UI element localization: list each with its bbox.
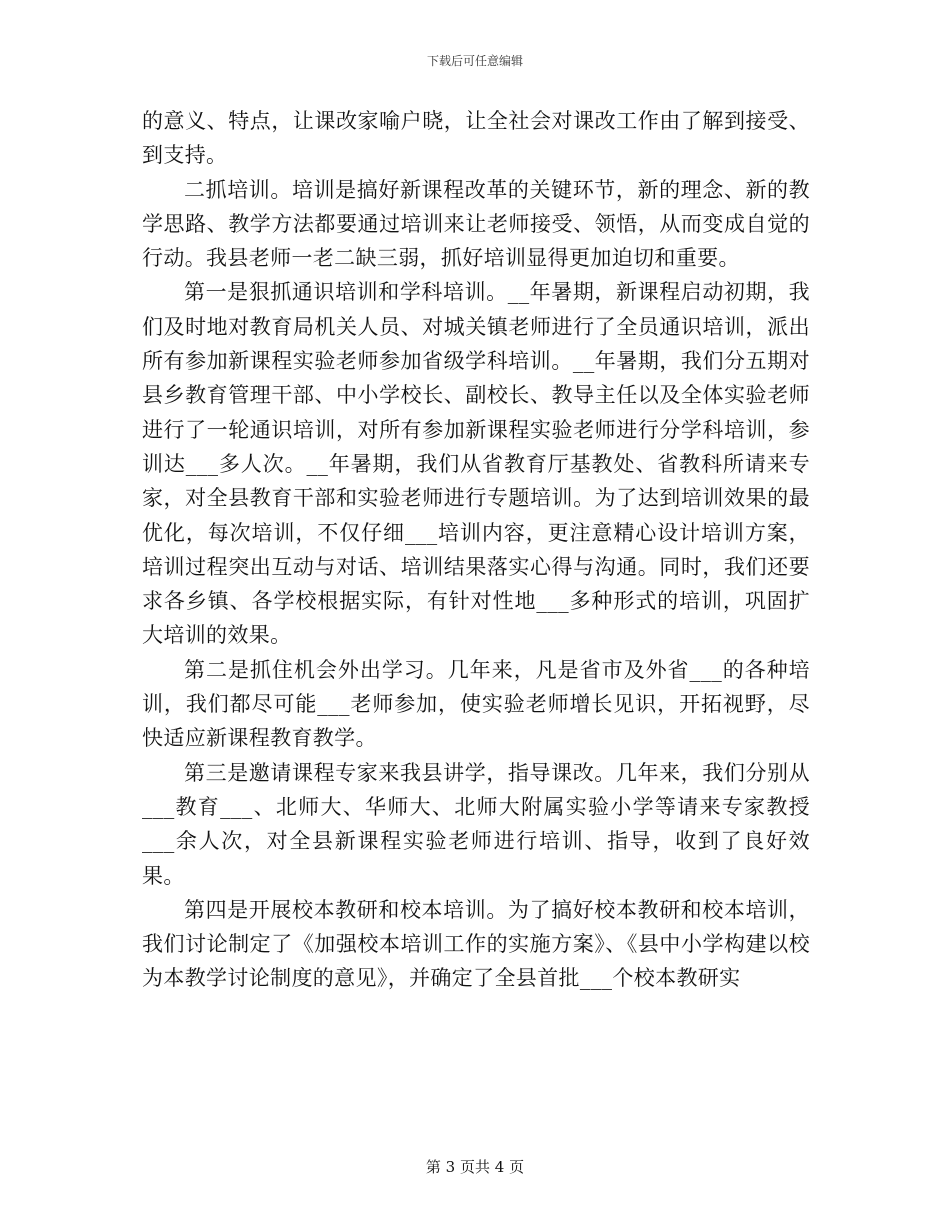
document-body bbox=[142, 104, 810, 996]
paragraph-general-training: 第一是狠抓通识培训和学科培训。__年暑期，新课程启动初期，我们及时地对教育局机关人员、对城关镇老师进行了全员通识培训，派出所有参加新课程实验老师参加省级学科培训。__年暑期，我们分五期对县乡教育管理干部、中小学校长、副校长、教导主任以及全体实验老师进行了一轮通识培训，对所有参加新课程实验老师进行分学科培训，参训达___多人次。__年暑期，我们从省教育厅基教处、省教科所请来专家，对全县教育干部和实验老师进行专题培训。为了达到培训效果的最优化，每次培训，不仅仔细___培训内容，更注意精心设计培训方案，培训过程突出互动与对话、培训结果落实心得与沟通。同时，我们还要求各乡镇、各学校根据实际，有针对性地___多种形式的培训，巩固扩大培训的效果。 bbox=[142, 280, 810, 648]
paragraph-school-based-research: 第四是开展校本教研和校本培训。为了搞好校本教研和校本培训，我们讨论制定了《加强校本培训工作的实施方案》、《县中小学构建以校为本教学讨论制度的意见》，并确定了全县首批___个校本教研实 bbox=[142, 897, 810, 991]
page-number-footer: 第 3 页共 4 页 bbox=[425, 1158, 525, 1176]
paragraph-continuation: 的意义、特点，让课改家喻户晓，让全社会对课改工作由了解到接受、到支持。 bbox=[142, 109, 810, 168]
page-header-note: 下载后可任意编辑 bbox=[426, 54, 523, 68]
paragraph-training-overview: 二抓培训。培训是搞好新课程改革的关键环节，新的理念、新的教学思路、教学方法都要通过培训来让老师接受、领悟，从而变成自觉的行动。我县老师一老二缺三弱，抓好培训显得更加迫切和重要。 bbox=[142, 177, 810, 271]
paragraph-external-study: 第二是抓住机会外出学习。几年来，凡是省市及外省___的各种培训，我们都尽可能___老师参加，使实验老师增长见识，开拓视野，尽快适应新课程教育教学。 bbox=[142, 657, 810, 751]
paragraph-expert-lectures: 第三是邀请课程专家来我县讲学，指导课改。几年来，我们分别从___教育___、北师大、华师大、北师大附属实验小学等请来专家教授___余人次，对全县新课程实验老师进行培训、指导，收到了良好效果。 bbox=[142, 760, 810, 888]
